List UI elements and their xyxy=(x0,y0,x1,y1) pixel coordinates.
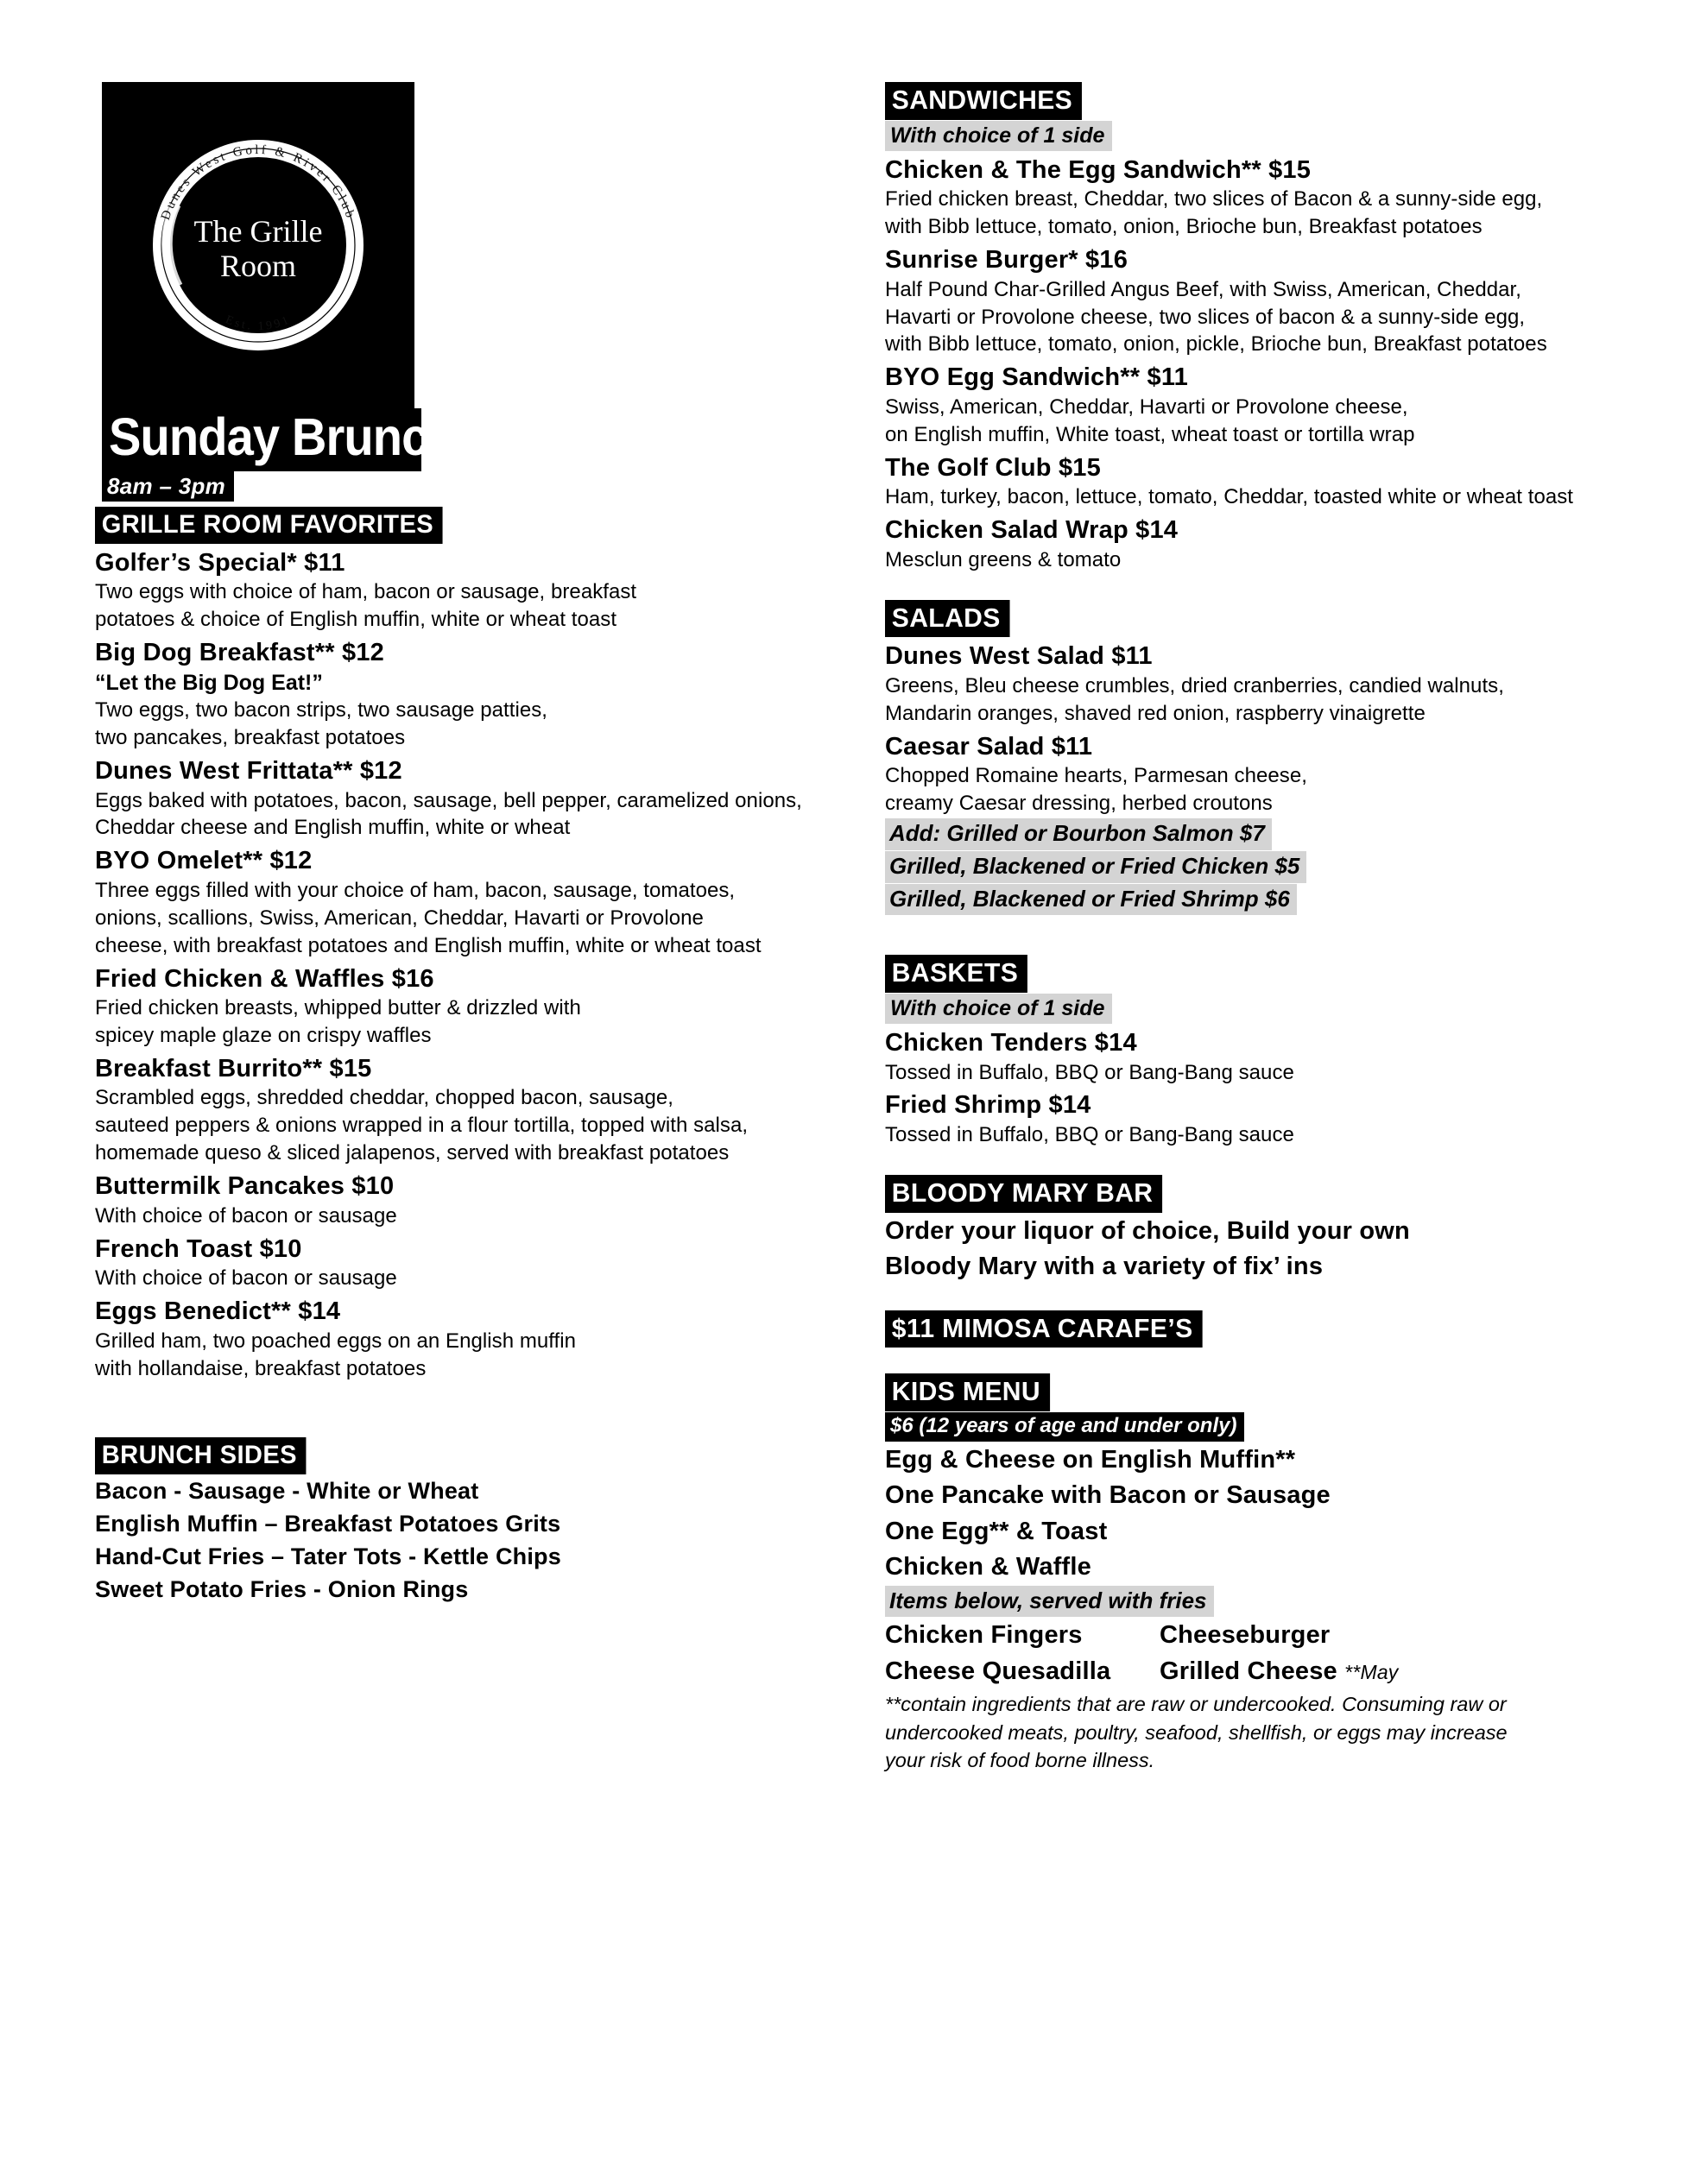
menu-item xyxy=(885,731,1602,817)
bloody-mary-line-1: Order your liquor of choice, Build your own xyxy=(885,1216,1410,1245)
item-name: Dunes West Salad $11 xyxy=(885,642,1153,671)
item-description: Scrambled eggs, shredded cheddar, chopped bacon, sausage, sauteed peppers & onions wrapped in a flour tortilla, topped with salsa, homemade queso & sliced jalapenos, served with breakfast potatoes xyxy=(95,1086,749,1165)
list-item: Chicken Fingers xyxy=(885,1621,1083,1650)
item-description: Two eggs, two bacon strips, two sausage patties, two pancakes, breakfast potatoes xyxy=(95,698,548,750)
bloody-mary-line-2: Bloody Mary with a variety of fix’ ins xyxy=(885,1253,1324,1281)
section-header-sandwiches: SANDWICHES xyxy=(885,82,1082,120)
menu-item xyxy=(885,1027,1602,1086)
item-description: Mesclun greens & tomato xyxy=(885,547,1122,571)
item-description: Grilled ham, two poached eggs on an English muffin with hollandaise, breakfast potatoes xyxy=(95,1329,577,1380)
item-description: Ham, turkey, bacon, lettuce, tomato, Cheddar, toasted white or wheat toast xyxy=(885,485,1574,509)
baskets-side-note: With choice of 1 side xyxy=(885,994,1112,1024)
menu-item xyxy=(95,1171,855,1229)
menu-item xyxy=(885,514,1602,573)
menu-item xyxy=(95,963,855,1050)
item-description: Half Pound Char-Grilled Angus Beef, with Swiss, American, Cheddar, Havarti or Provolone cheese, two slices of bacon & a sunny-side egg, with Bibb lettuce, tomato, onion, pickle, Brioche bun, Breakfast potatoes xyxy=(885,277,1547,357)
menu-item xyxy=(95,1053,855,1167)
item-name: French Toast $10 xyxy=(95,1234,302,1263)
item-description: Tossed in Buffalo, BBQ or Bang-Bang sauce xyxy=(885,1123,1294,1147)
kids-items-list xyxy=(885,1443,1602,1585)
item-name: Golfer’s Special* $11 xyxy=(95,548,345,577)
item-name: Chicken Salad Wrap $14 xyxy=(885,516,1179,545)
item-description: Eggs baked with potatoes, bacon, sausage, bell pepper, caramelized onions, Cheddar cheese and English muffin, white or wheat xyxy=(95,788,802,840)
item-description: Greens, Bleu cheese crumbles, dried cranberries, candied walnuts, Mandarin oranges, shaved red onion, raspberry vinaigrette xyxy=(885,673,1504,725)
item-description: With choice of bacon or sausage xyxy=(95,1266,397,1291)
section-header-salads: SALADS xyxy=(885,600,1009,638)
page-title: Sunday Brunch xyxy=(109,407,457,466)
section-header-mimosa-carafes: $11 MIMOSA CARAFE’S xyxy=(885,1310,1202,1348)
list-item: English Muffin – Breakfast Potatoes Grits xyxy=(95,1510,561,1537)
left-column xyxy=(95,82,855,1606)
menu-item xyxy=(95,637,855,752)
item-name: Big Dog Breakfast** $12 xyxy=(95,639,384,667)
item-name: Sunrise Burger* $16 xyxy=(885,246,1128,275)
section-header-baskets: BASKETS xyxy=(885,955,1027,993)
salad-addon-item: Grilled, Blackened or Fried Shrimp $6 xyxy=(885,884,1297,916)
item-description: Swiss, American, Cheddar, Havarti or Provolone cheese, on English muffin, White toast, wheat toast or tortilla wrap xyxy=(885,395,1415,446)
section-header-bloody-mary-bar: BLOODY MARY BAR xyxy=(885,1175,1162,1213)
item-description: Fried chicken breasts, whipped butter & drizzled with spicey maple glaze on crispy waffles xyxy=(95,996,581,1048)
menu-columns xyxy=(95,82,1584,1774)
menu-item xyxy=(95,755,855,842)
kids-item-label: Cheeseburger xyxy=(1160,1621,1331,1650)
list-item xyxy=(1160,1655,1602,1688)
kids-fries-note: Items below, served with fries xyxy=(885,1586,1214,1618)
list-item: Bacon - Sausage - White or Wheat xyxy=(95,1478,479,1504)
item-tagline: “Let the Big Dog Eat!” xyxy=(95,670,323,695)
menu-item xyxy=(95,1234,855,1292)
kids-item-label: Grilled Cheese xyxy=(1160,1657,1337,1685)
menu-item xyxy=(885,362,1602,448)
item-description: Fried chicken breast, Cheddar, two slices of Bacon & a sunny-side egg, with Bibb lettuce, tomato, onion, Brioche bun, Breakfast potatoes xyxy=(885,187,1543,239)
item-description: With choice of bacon or sausage xyxy=(95,1203,397,1228)
item-name: Fried Shrimp $14 xyxy=(885,1091,1091,1120)
list-item xyxy=(1160,1619,1602,1652)
salad-addon-item: Grilled, Blackened or Fried Chicken $5 xyxy=(885,851,1306,883)
list-item: Hand-Cut Fries – Tater Tots - Kettle Chips xyxy=(95,1543,561,1569)
item-name: Chicken Tenders $14 xyxy=(885,1029,1137,1057)
sandwiches-side-note: With choice of 1 side xyxy=(885,121,1112,151)
item-name: BYO Omelet** $12 xyxy=(95,847,313,875)
list-item: Chicken & Waffle xyxy=(885,1553,1091,1581)
list-item: Sweet Potato Fries - Onion Rings xyxy=(95,1575,469,1602)
section-header-brunch-sides: BRUNCH SIDES xyxy=(95,1437,307,1474)
section-header-kids-menu: KIDS MENU xyxy=(885,1373,1050,1411)
item-description: Three eggs filled with your choice of ham, bacon, sausage, tomatoes, onions, scallions, Swiss, American, Cheddar, Havarti or Provolone cheese, with breakfast potatoes and English muffin, white or wheat toast xyxy=(95,878,762,957)
menu-item xyxy=(885,452,1602,511)
menu-item xyxy=(885,155,1602,241)
kids-grid-row xyxy=(885,1617,1602,1652)
right-column xyxy=(885,82,1602,1774)
menu-item xyxy=(885,1089,1602,1148)
menu-item xyxy=(95,845,855,959)
menu-item xyxy=(95,1296,855,1382)
item-name: Caesar Salad $11 xyxy=(885,732,1093,761)
svg-text:Est. 1991: Est. 1991 xyxy=(223,313,294,334)
item-name: Dunes West Frittata** $12 xyxy=(95,757,402,785)
section-header-grille-room-favorites: GRILLE ROOM FAVORITES xyxy=(95,507,443,544)
item-name: Buttermilk Pancakes $10 xyxy=(95,1172,395,1201)
list-item: Egg & Cheese on English Muffin** xyxy=(885,1445,1296,1474)
item-description: Chopped Romaine hearts, Parmesan cheese, creamy Caesar dressing, herbed croutons xyxy=(885,764,1307,816)
item-name: Breakfast Burrito** $15 xyxy=(95,1054,372,1083)
list-item: Cheese Quesadilla xyxy=(885,1657,1111,1685)
menu-item xyxy=(885,641,1602,727)
disclaimer-marker: **May xyxy=(1344,1660,1399,1683)
allergen-disclaimer: **contain ingredients that are raw or undercooked. Consuming raw or undercooked meats, poultry, seafood, shellfish, or eggs may increase your risk of food borne illness. xyxy=(885,1693,1508,1772)
menu-item xyxy=(95,547,855,634)
list-item: One Pancake with Bacon or Sausage xyxy=(885,1481,1331,1510)
svg-text:The Grille: The Grille xyxy=(193,214,323,249)
item-description: Tossed in Buffalo, BBQ or Bang-Bang sauce xyxy=(885,1060,1294,1084)
item-name: Fried Chicken & Waffles $16 xyxy=(95,964,434,993)
service-hours: 8am – 3pm xyxy=(102,471,234,502)
restaurant-logo xyxy=(102,82,414,408)
item-description: Two eggs with choice of ham, bacon or sausage, breakfast potatoes & choice of English muffin, white or wheat toast xyxy=(95,580,637,632)
svg-text:Dunes West Golf & River Club: Dunes West Golf & River Club xyxy=(158,142,358,223)
brunch-sides-list xyxy=(95,1476,855,1606)
item-name: BYO Egg Sandwich** $11 xyxy=(885,363,1188,392)
kids-grid-row xyxy=(885,1653,1602,1688)
svg-text:Room: Room xyxy=(219,249,297,283)
list-item: One Egg** & Toast xyxy=(885,1517,1108,1545)
item-name: The Golf Club $15 xyxy=(885,453,1101,482)
menu-item xyxy=(885,244,1602,358)
salad-addons xyxy=(885,818,1602,915)
grille-room-logo-icon xyxy=(129,116,388,375)
hours-wrapper xyxy=(102,471,855,502)
kids-age-note: $6 (12 years of age and under only) xyxy=(885,1412,1244,1442)
masthead xyxy=(102,407,457,471)
item-name: Chicken & The Egg Sandwich** $15 xyxy=(885,155,1312,184)
item-name: Eggs Benedict** $14 xyxy=(95,1297,341,1326)
salad-addon-item: Add: Grilled or Bourbon Salmon $7 xyxy=(885,818,1272,850)
